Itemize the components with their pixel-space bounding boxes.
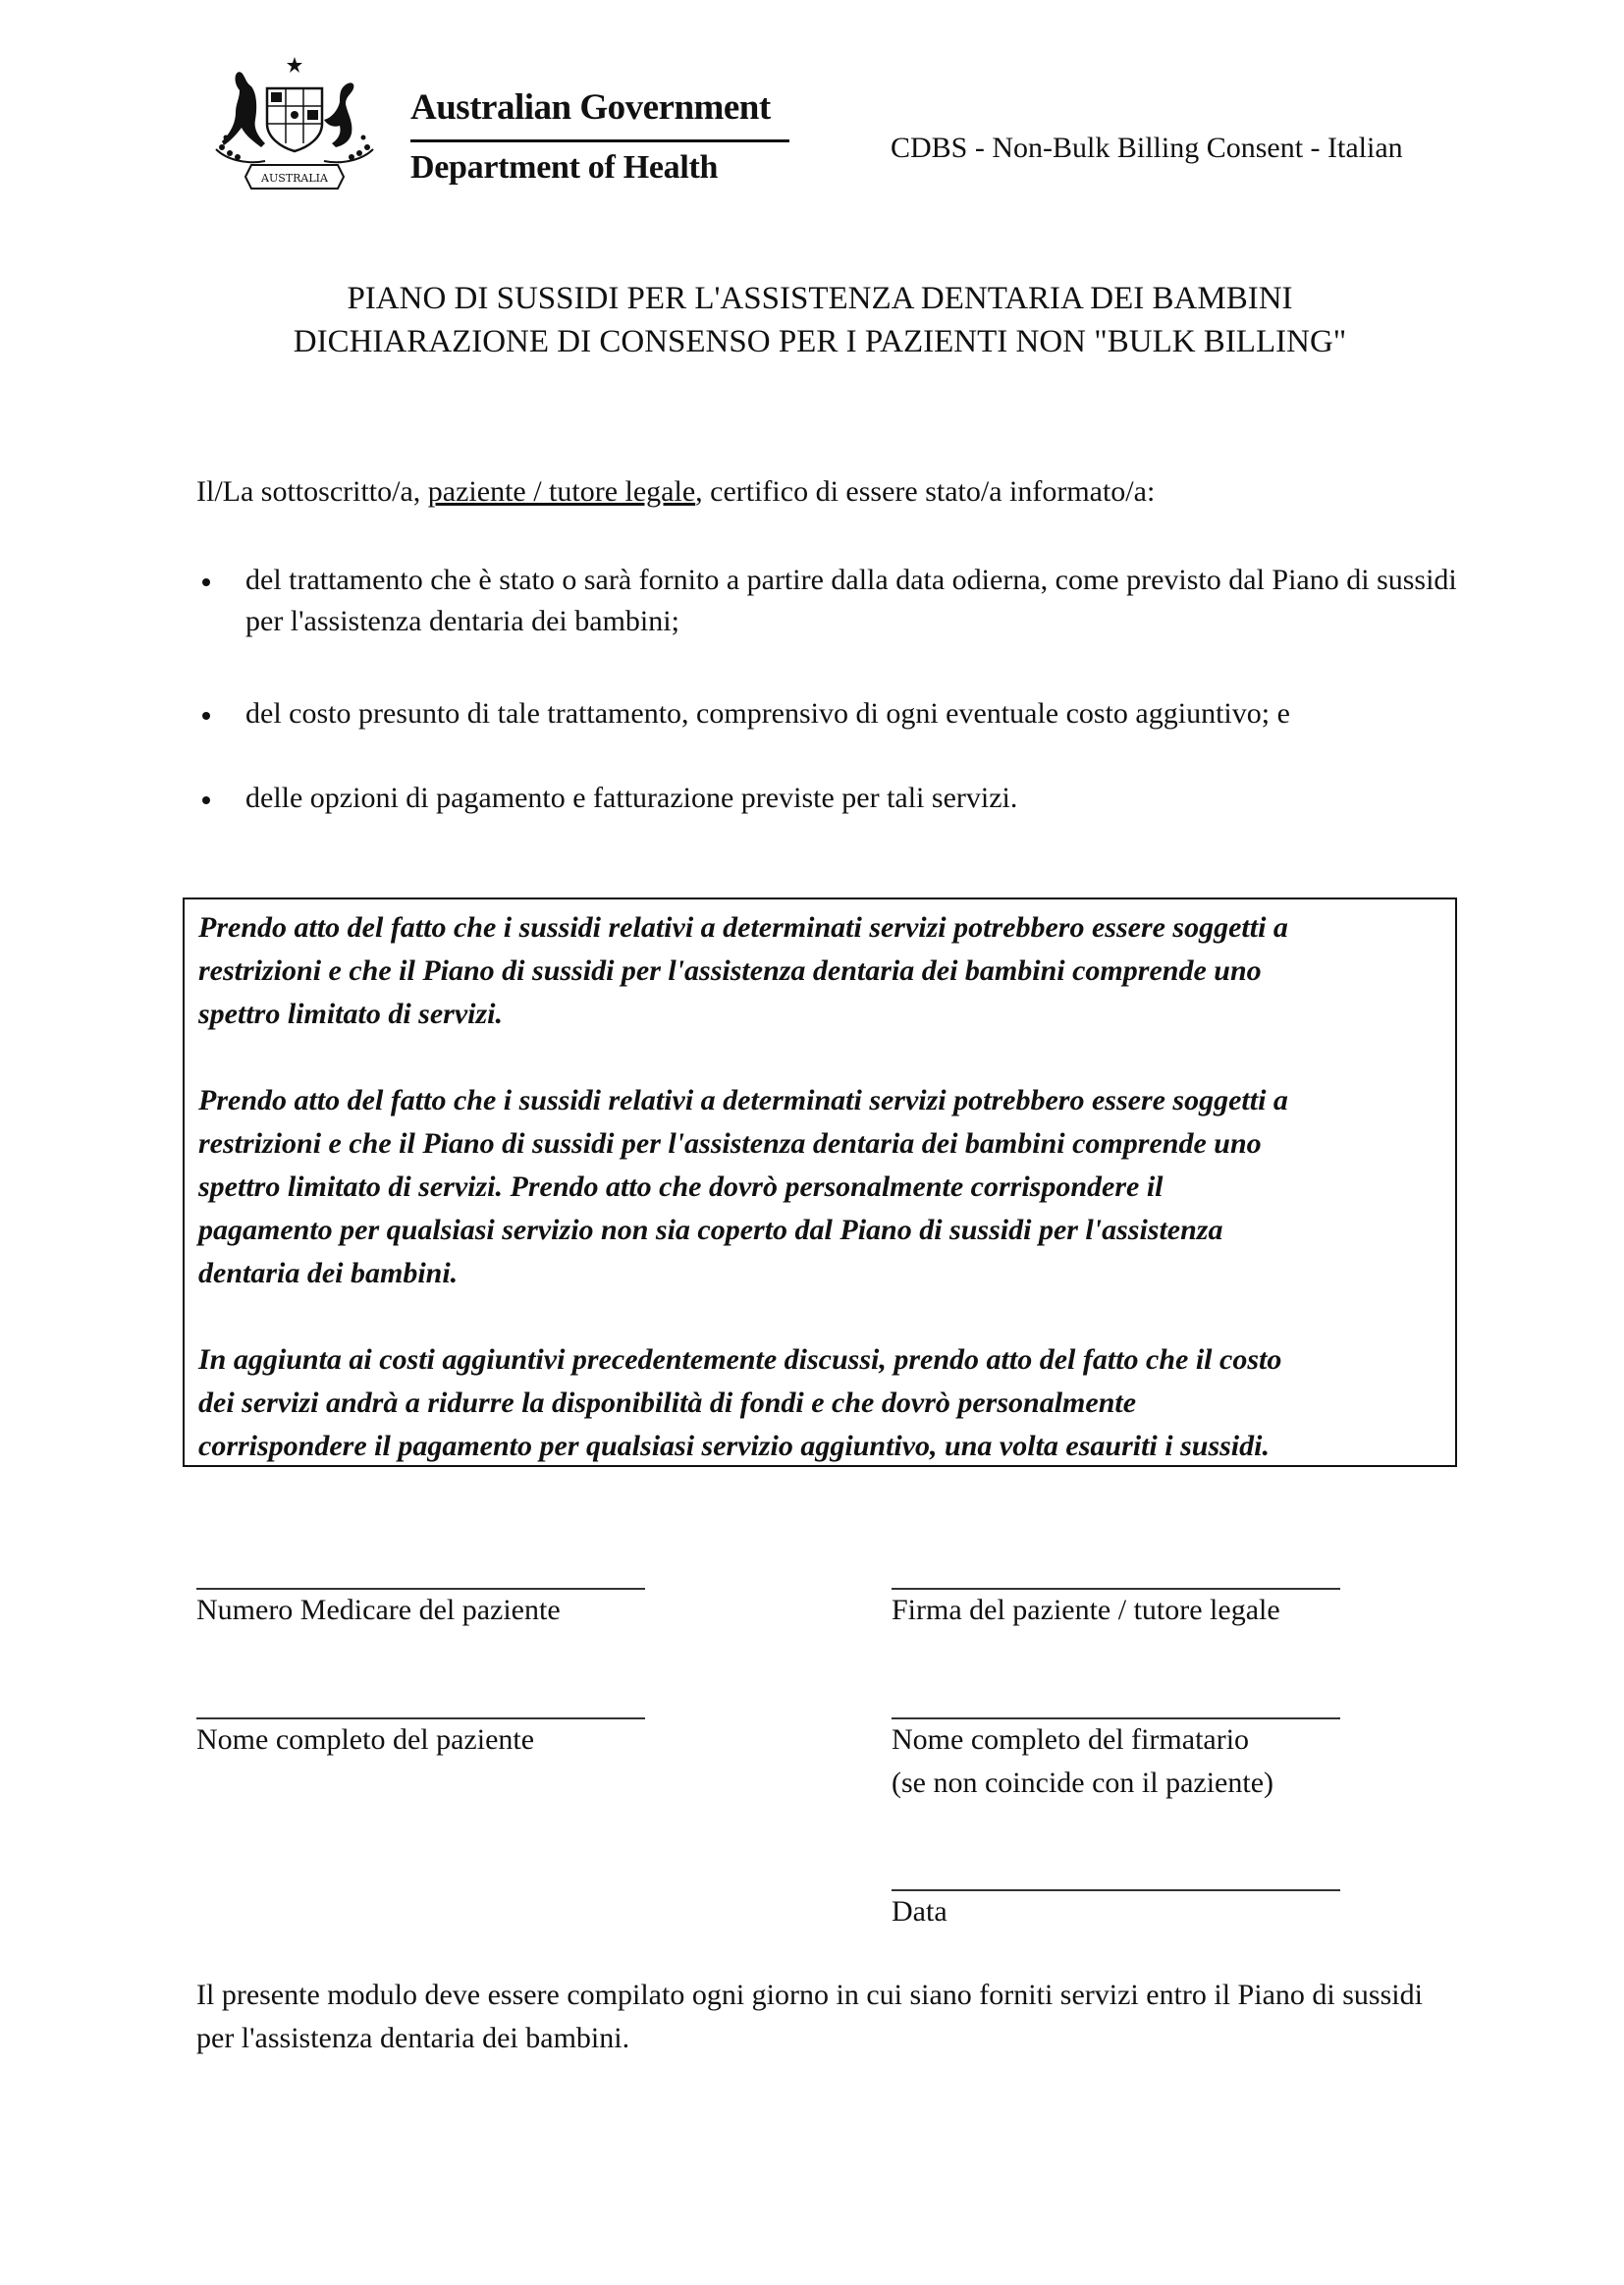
informed-list <box>196 560 1463 819</box>
acknowledgement-box <box>183 898 1457 1467</box>
department-name: Department of Health <box>410 149 719 186</box>
date-label: Data <box>892 1895 947 1928</box>
intro-statement <box>196 475 1155 509</box>
signatory-full-name-label: Nome completo del firmatario <box>892 1723 1250 1756</box>
government-name: Australian Government <box>410 87 771 128</box>
patient-full-name-label: Nome completo del paziente <box>196 1723 535 1756</box>
footer-note: Il presente modulo deve essere compilato ogni giorno in cui siano forniti servizi entro il Piano di sussidi per l'assistenza dentaria dei bambini. <box>196 1979 1423 2054</box>
document-title <box>196 277 1443 363</box>
header-divider <box>410 139 789 142</box>
title-line-2: DICHIARAZIONE DI CONSENSO PER I PAZIENTI NON "BULK BILLING" <box>293 324 1347 359</box>
patient-signature-label: Firma del paziente / tutore legale <box>892 1594 1280 1626</box>
signatory-note: (se non coincide con il paziente) <box>892 1767 1274 1799</box>
list-item: del costo presunto di tale trattamento, comprensivo di ogni eventuale costo aggiuntivo; e <box>196 693 1463 734</box>
acknowledgement-paragraph-2: Prendo atto del fatto che i sussidi relativi a determinati servizi potrebbero essere soggetti a restrizioni e che il Piano di sussidi per l'assistenza dentaria dei bambini comprende uno spettro limitato di servizi. Prendo atto che dovrò personalmente corrispondere il pagamento per qualsiasi servizio non sia coperto dal Piano di sussidi per l'assistenza dentaria dei bambini. <box>198 1084 1288 1289</box>
list-item: delle opzioni di pagamento e fatturazione previste per tali servizi. <box>196 778 1463 819</box>
bullet-icon <box>202 578 210 586</box>
document-code: CDBS - Non-Bulk Billing Consent - Italian <box>891 132 1403 164</box>
acknowledgement-paragraph-3: In aggiunta ai costi aggiuntivi precedentemente discussi, prendo atto del fatto che il costo dei servizi andrà a ridurre la disponibilità di fondi e che dovrò personalmente corrispondere il pagamento per qualsiasi servizio aggiuntivo, una volta esauriti i sussidi. <box>198 1343 1282 1462</box>
intro-underlined: paziente / tutore legale <box>427 475 696 508</box>
date-field[interactable] <box>892 1889 1340 1891</box>
medicare-number-label: Numero Medicare del paziente <box>196 1594 561 1626</box>
acknowledgement-paragraph-1: Prendo atto del fatto che i sussidi relativi a determinati servizi potrebbero essere soggetti a restrizioni e che il Piano di sussidi per l'assistenza dentaria dei bambini comprende uno spettro limitato di servizi. <box>198 911 1288 1030</box>
intro-after: , certifico di essere stato/a informato/a: <box>695 475 1156 508</box>
coat-of-arms-logo <box>196 51 383 198</box>
bullet-icon <box>202 796 210 804</box>
list-item: del trattamento che è stato o sarà fornito a partire dalla data odierna, come previsto dal Piano di sussidi per l'assistenza dentaria dei bambini; <box>196 560 1463 642</box>
bullet-icon <box>202 712 210 720</box>
title-line-1: PIANO DI SUSSIDI PER L'ASSISTENZA DENTARIA DEI BAMBINI <box>347 281 1293 316</box>
svg-text:AUSTRALIA: AUSTRALIA <box>261 172 328 185</box>
intro-before: Il/La sottoscritto/a, <box>196 475 428 508</box>
